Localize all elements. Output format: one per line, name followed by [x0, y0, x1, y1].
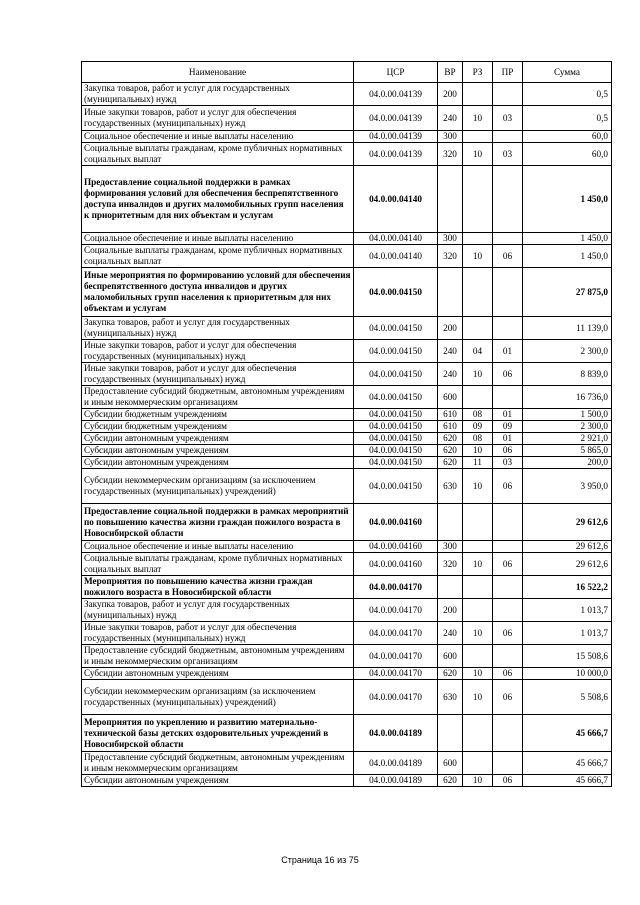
- budget-table-body: [82, 62, 612, 787]
- cell-vr: 200: [438, 317, 463, 340]
- cell-name: Социальное обеспечение и иные выплаты населению: [82, 131, 354, 143]
- cell-name: Социальные выплаты гражданам, кроме публичных нормативных социальных выплат: [82, 245, 354, 268]
- cell-rz: [463, 504, 493, 541]
- table-row: [82, 680, 612, 715]
- table-row: [82, 363, 612, 386]
- cell-sum: 1 450,0: [523, 166, 612, 233]
- cell-csr: 04.0.00.04139: [354, 106, 438, 131]
- cell-name: Субсидии некоммерческим организациям (за исключением государственных (муниципальных) учреждений): [82, 469, 354, 504]
- cell-name: Субсидии автономным учреждениям: [82, 668, 354, 680]
- cell-rz: 08: [463, 409, 493, 421]
- cell-csr: 04.0.00.04170: [354, 645, 438, 668]
- cell-pr: 06: [493, 680, 523, 715]
- table-row: [82, 469, 612, 504]
- cell-sum: 16 522,2: [523, 576, 612, 599]
- header-sum: Сумма: [523, 62, 612, 83]
- cell-sum: 29 612,6: [523, 553, 612, 576]
- cell-sum: 1 450,0: [523, 233, 612, 245]
- cell-name: Закупка товаров, работ и услуг для государственных (муниципальных) нужд: [82, 83, 354, 106]
- cell-vr: 600: [438, 386, 463, 409]
- cell-csr: 04.0.00.04150: [354, 363, 438, 386]
- cell-rz: 04: [463, 340, 493, 363]
- header-csr: ЦСР: [354, 62, 438, 83]
- cell-name: Предоставление субсидий бюджетным, автономным учреждениям и иным некоммерческим организациям: [82, 752, 354, 775]
- cell-sum: 45 666,7: [523, 715, 612, 752]
- cell-csr: 04.0.00.04150: [354, 421, 438, 433]
- cell-pr: [493, 645, 523, 668]
- cell-pr: [493, 752, 523, 775]
- cell-rz: [463, 715, 493, 752]
- cell-sum: 3 950,0: [523, 469, 612, 504]
- page-footer: Страница 16 из 75: [281, 855, 359, 865]
- cell-csr: 04.0.00.04150: [354, 409, 438, 421]
- cell-rz: 08: [463, 433, 493, 445]
- cell-sum: 1 500,0: [523, 409, 612, 421]
- cell-pr: [493, 131, 523, 143]
- cell-name: Мероприятия по повышению качества жизни граждан пожилого возраста в Новосибирской области: [82, 576, 354, 599]
- table-row: [82, 433, 612, 445]
- cell-name: Предоставление социальной поддержки в рамках формирования условий для обеспечения беспрепятственного доступа инвалидов и других маломобильных групп населения к приоритетным для них объектам и услугам: [82, 166, 354, 233]
- cell-vr: 240: [438, 622, 463, 645]
- table-row: [82, 752, 612, 775]
- cell-pr: 06: [493, 622, 523, 645]
- cell-pr: [493, 233, 523, 245]
- cell-pr: 06: [493, 553, 523, 576]
- cell-name: Предоставление субсидий бюджетным, автономным учреждениям и иным некоммерческим организациям: [82, 645, 354, 668]
- cell-name: Субсидии автономным учреждениям: [82, 433, 354, 445]
- cell-rz: [463, 131, 493, 143]
- cell-sum: 27 875,0: [523, 268, 612, 317]
- cell-name: Мероприятия по укреплению и развитию материально-технической базы детских оздоровительных учреждений в Новосибирской области: [82, 715, 354, 752]
- cell-csr: 04.0.00.04160: [354, 553, 438, 576]
- cell-pr: 03: [493, 143, 523, 166]
- cell-pr: [493, 576, 523, 599]
- cell-csr: 04.0.00.04150: [354, 445, 438, 457]
- cell-vr: 630: [438, 469, 463, 504]
- cell-csr: 04.0.00.04150: [354, 433, 438, 445]
- cell-pr: 01: [493, 409, 523, 421]
- cell-pr: [493, 715, 523, 752]
- table-row-section: [82, 504, 612, 541]
- cell-sum: 45 666,7: [523, 775, 612, 787]
- cell-vr: [438, 715, 463, 752]
- header-vr: ВР: [438, 62, 463, 83]
- cell-vr: 600: [438, 645, 463, 668]
- cell-vr: 300: [438, 233, 463, 245]
- cell-csr: 04.0.00.04160: [354, 504, 438, 541]
- cell-pr: [493, 541, 523, 553]
- cell-vr: 620: [438, 775, 463, 787]
- cell-vr: 200: [438, 599, 463, 622]
- cell-csr: 04.0.00.04189: [354, 715, 438, 752]
- cell-name: Закупка товаров, работ и услуг для государственных (муниципальных) нужд: [82, 317, 354, 340]
- cell-name: Иные закупки товаров, работ и услуг для обеспечения государственных (муниципальных) нужд: [82, 363, 354, 386]
- table-row: [82, 143, 612, 166]
- cell-rz: [463, 386, 493, 409]
- cell-vr: 320: [438, 143, 463, 166]
- cell-rz: [463, 83, 493, 106]
- table-row-section: [82, 166, 612, 233]
- table-row: [82, 409, 612, 421]
- cell-pr: [493, 386, 523, 409]
- cell-csr: 04.0.00.04170: [354, 599, 438, 622]
- cell-rz: 10: [463, 668, 493, 680]
- header-name: Наименование: [82, 62, 354, 83]
- cell-rz: [463, 166, 493, 233]
- table-row: [82, 457, 612, 469]
- cell-vr: [438, 504, 463, 541]
- cell-pr: [493, 83, 523, 106]
- cell-name: Социальные выплаты гражданам, кроме публичных нормативных социальных выплат: [82, 553, 354, 576]
- table-row: [82, 553, 612, 576]
- cell-name: Закупка товаров, работ и услуг для государственных (муниципальных) нужд: [82, 599, 354, 622]
- cell-name: Субсидии некоммерческим организациям (за исключением государственных (муниципальных) учреждений): [82, 680, 354, 715]
- cell-vr: 600: [438, 752, 463, 775]
- cell-name: Субсидии автономным учреждениям: [82, 457, 354, 469]
- cell-pr: 06: [493, 245, 523, 268]
- cell-pr: 01: [493, 433, 523, 445]
- cell-pr: 06: [493, 445, 523, 457]
- cell-pr: [493, 317, 523, 340]
- cell-sum: 16 736,0: [523, 386, 612, 409]
- cell-sum: 2 921,0: [523, 433, 612, 445]
- cell-pr: [493, 166, 523, 233]
- cell-sum: 15 508,6: [523, 645, 612, 668]
- table-row: [82, 775, 612, 787]
- cell-rz: 11: [463, 457, 493, 469]
- cell-pr: 06: [493, 668, 523, 680]
- cell-vr: 300: [438, 541, 463, 553]
- cell-vr: 610: [438, 421, 463, 433]
- table-row: [82, 131, 612, 143]
- cell-rz: 10: [463, 445, 493, 457]
- cell-name: Субсидии автономным учреждениям: [82, 445, 354, 457]
- cell-pr: 01: [493, 340, 523, 363]
- cell-csr: 04.0.00.04139: [354, 143, 438, 166]
- cell-pr: 06: [493, 363, 523, 386]
- cell-csr: 04.0.00.04170: [354, 680, 438, 715]
- cell-rz: 10: [463, 622, 493, 645]
- cell-rz: 10: [463, 245, 493, 268]
- cell-name: Социальные выплаты гражданам, кроме публичных нормативных социальных выплат: [82, 143, 354, 166]
- cell-sum: 60,0: [523, 143, 612, 166]
- cell-rz: [463, 645, 493, 668]
- cell-csr: 04.0.00.04140: [354, 233, 438, 245]
- cell-vr: 620: [438, 433, 463, 445]
- cell-csr: 04.0.00.04170: [354, 576, 438, 599]
- cell-pr: [493, 268, 523, 317]
- table-row: [82, 106, 612, 131]
- cell-name: Субсидии бюджетным учреждениям: [82, 409, 354, 421]
- cell-sum: 0,5: [523, 106, 612, 131]
- cell-rz: 10: [463, 363, 493, 386]
- table-row: [82, 83, 612, 106]
- table-row: [82, 386, 612, 409]
- cell-rz: 09: [463, 421, 493, 433]
- cell-pr: 03: [493, 457, 523, 469]
- cell-sum: 11 139,0: [523, 317, 612, 340]
- cell-rz: [463, 268, 493, 317]
- cell-vr: 620: [438, 668, 463, 680]
- cell-sum: 1 013,7: [523, 599, 612, 622]
- cell-csr: 04.0.00.04160: [354, 541, 438, 553]
- cell-name: Предоставление субсидий бюджетным, автономным учреждениям и иным некоммерческим организациям: [82, 386, 354, 409]
- cell-name: Иные закупки товаров, работ и услуг для обеспечения государственных (муниципальных) нужд: [82, 622, 354, 645]
- cell-vr: 320: [438, 245, 463, 268]
- cell-name: Социальное обеспечение и иные выплаты населению: [82, 541, 354, 553]
- table-row: [82, 622, 612, 645]
- cell-sum: 8 839,0: [523, 363, 612, 386]
- cell-sum: 60,0: [523, 131, 612, 143]
- cell-vr: 610: [438, 409, 463, 421]
- cell-name: Иные мероприятия по формированию условий для обеспечения беспрепятственного доступа инвалидов и других маломобильных групп населения к приоритетным для них объектам и услугам: [82, 268, 354, 317]
- cell-sum: 200,0: [523, 457, 612, 469]
- table-row: [82, 245, 612, 268]
- cell-sum: 29 612,6: [523, 504, 612, 541]
- cell-sum: 1 450,0: [523, 245, 612, 268]
- table-row: [82, 599, 612, 622]
- cell-csr: 04.0.00.04189: [354, 752, 438, 775]
- cell-sum: 45 666,7: [523, 752, 612, 775]
- table-row: [82, 233, 612, 245]
- cell-vr: 630: [438, 680, 463, 715]
- cell-rz: [463, 317, 493, 340]
- table-row: [82, 645, 612, 668]
- table-row: [82, 668, 612, 680]
- cell-name: Социальное обеспечение и иные выплаты населению: [82, 233, 354, 245]
- table-row-section: [82, 268, 612, 317]
- cell-rz: [463, 752, 493, 775]
- table-row: [82, 421, 612, 433]
- cell-pr: 03: [493, 106, 523, 131]
- table-header-row: [82, 62, 612, 83]
- cell-csr: 04.0.00.04170: [354, 668, 438, 680]
- cell-pr: 06: [493, 775, 523, 787]
- cell-vr: 620: [438, 445, 463, 457]
- cell-vr: 240: [438, 363, 463, 386]
- cell-sum: 0,5: [523, 83, 612, 106]
- cell-sum: 2 300,0: [523, 340, 612, 363]
- cell-name: Иные закупки товаров, работ и услуг для обеспечения государственных (муниципальных) нужд: [82, 106, 354, 131]
- cell-csr: 04.0.00.04189: [354, 775, 438, 787]
- cell-rz: [463, 599, 493, 622]
- cell-csr: 04.0.00.04140: [354, 166, 438, 233]
- cell-rz: [463, 233, 493, 245]
- cell-csr: 04.0.00.04150: [354, 469, 438, 504]
- cell-rz: 10: [463, 775, 493, 787]
- cell-vr: 240: [438, 340, 463, 363]
- cell-csr: 04.0.00.04139: [354, 83, 438, 106]
- cell-sum: 2 300,0: [523, 421, 612, 433]
- cell-sum: 5 508,6: [523, 680, 612, 715]
- cell-rz: [463, 541, 493, 553]
- cell-name: Предоставление социальной поддержки в рамках мероприятий по повышению качества жизни граждан пожилого возраста в Новосибирской области: [82, 504, 354, 541]
- cell-csr: 04.0.00.04150: [354, 317, 438, 340]
- cell-vr: 620: [438, 457, 463, 469]
- cell-csr: 04.0.00.04150: [354, 340, 438, 363]
- budget-table: [81, 61, 612, 787]
- cell-sum: 10 000,0: [523, 668, 612, 680]
- table-row-section: [82, 715, 612, 752]
- cell-pr: 06: [493, 469, 523, 504]
- header-pr: ПР: [493, 62, 523, 83]
- header-rz: РЗ: [463, 62, 493, 83]
- cell-pr: [493, 504, 523, 541]
- table-row: [82, 317, 612, 340]
- cell-rz: [463, 576, 493, 599]
- cell-rz: 10: [463, 553, 493, 576]
- table-row: [82, 541, 612, 553]
- table-row: [82, 445, 612, 457]
- cell-name: Субсидии автономным учреждениям: [82, 775, 354, 787]
- cell-vr: [438, 166, 463, 233]
- cell-name: Субсидии бюджетным учреждениям: [82, 421, 354, 433]
- cell-csr: 04.0.00.04150: [354, 386, 438, 409]
- cell-rz: 10: [463, 469, 493, 504]
- table-row-section: [82, 576, 612, 599]
- cell-pr: [493, 599, 523, 622]
- cell-vr: 320: [438, 553, 463, 576]
- table-row: [82, 340, 612, 363]
- cell-sum: 5 865,0: [523, 445, 612, 457]
- cell-csr: 04.0.00.04150: [354, 457, 438, 469]
- cell-name: Иные закупки товаров, работ и услуг для обеспечения государственных (муниципальных) нужд: [82, 340, 354, 363]
- cell-sum: 29 612,6: [523, 541, 612, 553]
- cell-rz: 10: [463, 143, 493, 166]
- cell-vr: 300: [438, 131, 463, 143]
- cell-rz: 10: [463, 106, 493, 131]
- cell-vr: 240: [438, 106, 463, 131]
- cell-pr: 09: [493, 421, 523, 433]
- cell-vr: [438, 576, 463, 599]
- cell-rz: 10: [463, 680, 493, 715]
- cell-vr: 200: [438, 83, 463, 106]
- cell-csr: 04.0.00.04170: [354, 622, 438, 645]
- cell-csr: 04.0.00.04140: [354, 245, 438, 268]
- cell-sum: 1 013,7: [523, 622, 612, 645]
- cell-csr: 04.0.00.04139: [354, 131, 438, 143]
- cell-vr: [438, 268, 463, 317]
- cell-csr: 04.0.00.04150: [354, 268, 438, 317]
